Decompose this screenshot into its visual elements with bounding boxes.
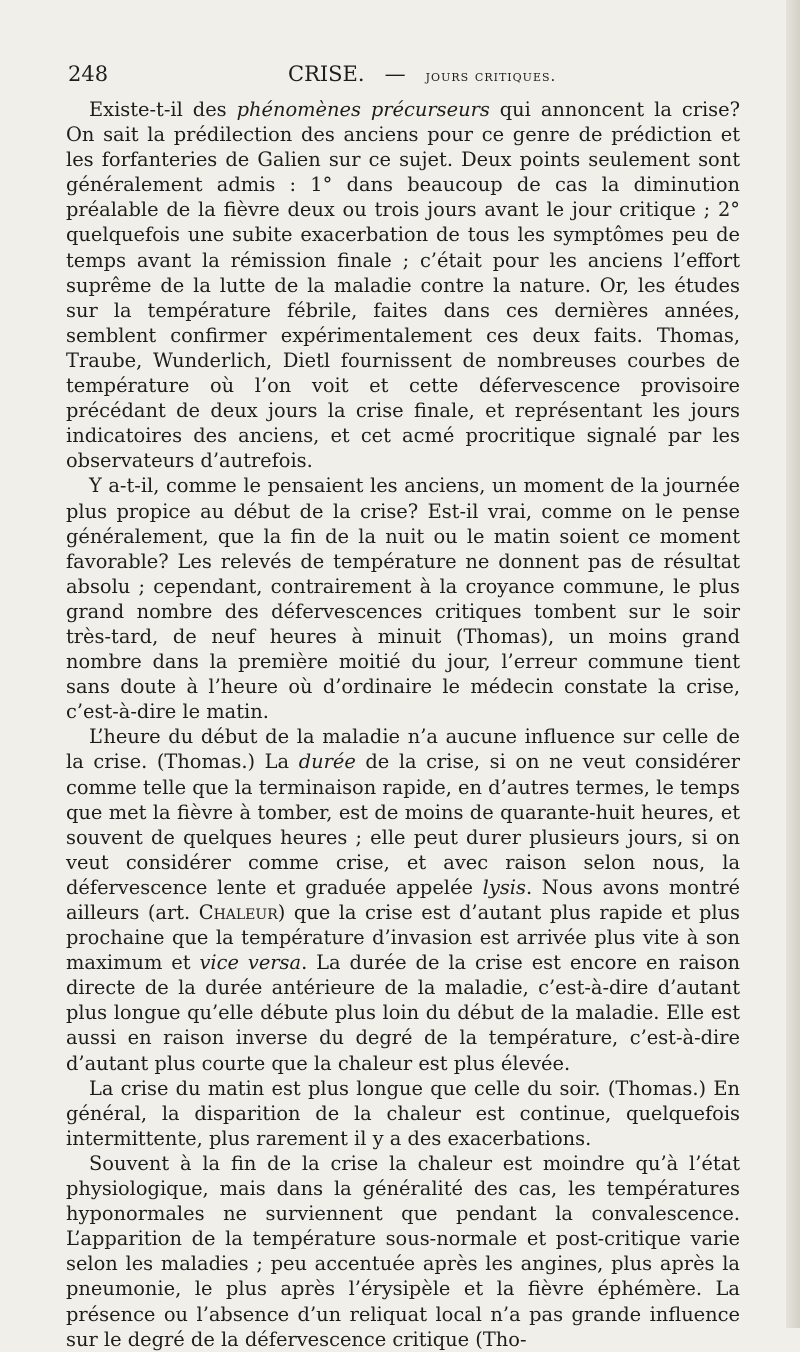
italic-term: lysis bbox=[482, 875, 526, 899]
running-title bbox=[288, 62, 556, 86]
paragraph-duration bbox=[66, 724, 740, 1075]
text-run: de la crise, si on ne veut considérer comme telle que la terminaison rapide, en d’autres termes, le temps que met la fièvre à tomber, est de moins de quarante-huit heures, et souvent de quelques heures ; elle peut durer plusieurs jours, si on veut considérer comme crise, et avec raison selon nous, la défervescence lente et graduée appelée bbox=[66, 750, 740, 899]
body-text bbox=[66, 97, 740, 1352]
title-separator: — bbox=[384, 62, 406, 86]
text-run: qui annoncent la crise? On sait la prédilection des anciens pour ce genre de prédiction et les forfanteries de Galien sur ce sujet. Deux points seulement sont généralement admis : 1° dans beaucoup de cas la diminution préalable de la fièvre deux ou trois jours avant le jour critique ; 2° quelquefois une subite exacerbation de tous les symptômes peu de temps avant la rémission finale ; c’était pour les anciens l’effort suprême de la lutte de la maladie contre la nature. Or, les études sur la température fébrile, faites dans ces dernières années, semblent confirmer expérimentalement ces deux faits. Thomas, Traube, Wunderlich, Dietl fournissent de nombreuses courbes de température où l’on voit et cette défervescence provisoire précédant de deux jours la crise finale, et représentant les jours indicatoires des anciens, et cet acmé procritique signalé par les observateurs d’autrefois. bbox=[66, 98, 740, 473]
small-caps-term: Chaleur bbox=[198, 901, 278, 924]
page-gutter bbox=[786, 0, 800, 1328]
text-run: . La durée de la crise est encore en raison directe de la durée antérieure de la maladie, c’est-à-dire d’autant plus longue qu’elle débute plus loin du début de la maladie. Elle est aussi en raison inverse du degré de la température, c’est-à-dire d’autant plus courte que la chaleur est plus élevée. bbox=[66, 951, 740, 1075]
italic-term: phénomènes précurseurs bbox=[236, 98, 490, 121]
text-run: . Nous avons montré ailleurs (art. bbox=[66, 875, 740, 924]
paragraph-hyponormal: Souvent à la fin de la crise la chaleur est moindre qu’à l’état physiologique, mais dans la généralité des cas, les températures hyponormales ne surviennent que pendant la convalescence. L’apparition de la température sous-normale et post-critique varie selon les maladies ; peu accentuée après les angines, plus après la pneumonie, le plus après l’érysipèle et la fièvre éphémère. La présence ou l’absence d’un reliquat local n’a pas grande influence sur le degré de la défervescence critique (Tho- bbox=[66, 1151, 740, 1351]
running-header bbox=[68, 62, 740, 92]
title-main: CRISE. bbox=[288, 62, 365, 86]
paragraph-precursors bbox=[66, 97, 740, 473]
page-number: 248 bbox=[68, 62, 109, 86]
text-run: ) que la crise est d’autant plus rapide et plus prochaine que la température d’invasion est arrivée plus vite à son maximum et bbox=[66, 901, 741, 975]
italic-term: durée bbox=[298, 750, 356, 774]
title-sub: jours critiques. bbox=[425, 67, 557, 85]
text-run: L’heure du début de la maladie n’a aucune influence sur celle de la crise. (Thomas.) La bbox=[66, 725, 740, 774]
paragraph-time-of-day: Y a-t-il, comme le pensaient les anciens, un moment de la journée plus propice au début de la crise? Est-il vrai, comme on le pense généralement, que la fin de la nuit ou le matin soient ce moment favorable? Les relevés de température ne donnent pas de résultat absolu ; cependant, contrairement à la croyance commune, le plus grand nombre des défervescences critiques tombent sur le soir très-tard, de neuf heures à minuit (Thomas), un moins grand nombre dans la première moitié du jour, l’erreur commune tient sans doute à l’heure où d’ordinaire le médecin constate la crise, c’est-à-dire le matin. bbox=[66, 474, 740, 724]
text-run: Existe-t-il des bbox=[89, 98, 237, 121]
paragraph-morning-crisis: La crise du matin est plus longue que celle du soir. (Thomas.) En général, la disparition de la chaleur est continue, quelquefois intermittente, plus rarement il y a des exacerbations. bbox=[66, 1076, 740, 1150]
italic-term: vice versa bbox=[199, 951, 302, 975]
